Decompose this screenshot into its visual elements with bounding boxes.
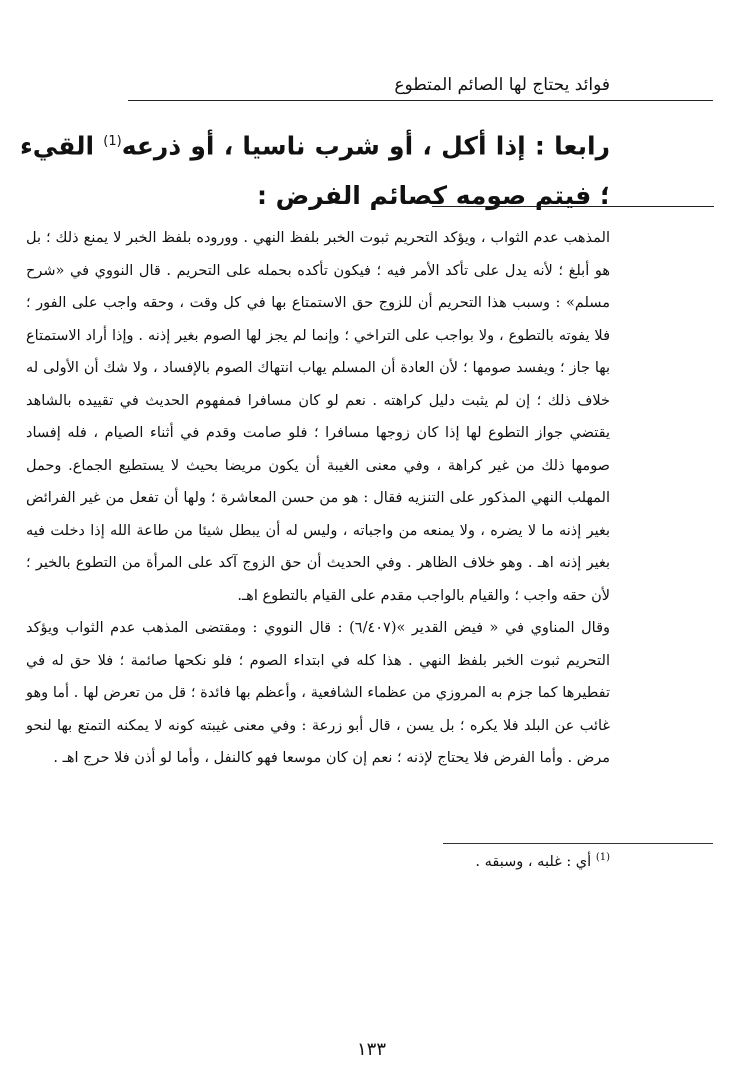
footnote-text: أي : غلبه ، وسبقه . bbox=[475, 853, 596, 870]
footnote-mark: (1) bbox=[595, 852, 610, 863]
page-number: ١٣٣ bbox=[356, 1039, 386, 1060]
footnote-rule bbox=[443, 843, 713, 844]
running-head-title: فوائد يحتاج لها الصائم المتطوع bbox=[394, 75, 610, 95]
body-text bbox=[26, 222, 610, 775]
heading-text-end: القيء ؛ فيتم صومه كصائم الفرض : bbox=[20, 131, 610, 211]
body-paragraph: المذهب عدم الثواب ، ويؤكد التحريم ثبوت الخبر بلفظ النهي . ووروده بلفظ الخبر لا يمنع ذلك ؛ بل هو أبلغ ؛ لأنه يدل على تأكد الأمر فيه ؛ فيكون تأكده بحمله على التحريم . قال النووي في «شرح مسلم» : وسبب هذا التحريم أن للزوج حق الاستمتاع بها في كل وقت ، وحقه واجب على الفور ؛ فلا يفوته بالتطوع ، ولا بواجب على التراخي ؛ وإنما لم يجز لها الصوم بغير إذنه . وإذا أراد الاستمتاع بها جاز ؛ ويفسد صومها ؛ لأن العادة أن المسلم يهاب انتهاك الصوم بالإفساد ، ولا شك أن الأولى له خلاف ذلك ؛ إن لم يثبت دليل كراهته . نعم لو كان مسافرا فمفهوم الحديث في تقييده بالشاهد يقتضي جواز التطوع لها إذا كان زوجها مسافرا ؛ فلو صامت وقدم في أثناء الصيام ، فله إفساد صومها ذلك من غير كراهة ، وفي معنى الغيبة أن يكون مريضا بحيث لا يستطيع الجماع. وحمل المهلب النهي المذكور على التنزيه فقال : هو من حسن المعاشرة ؛ ولها أن تفعل من غير الفرائض بغير إذنه ما لا يضره ، ولا يمنعه من واجباته ، وليس له أن يبطل شيئا من طاعة الله إذا دخلت فيه بغير إذنه اهـ . وهو خلاف الظاهر . وفي الحديث أن حق الزوج آكد على المرأة من التطوع بالخير ؛ لأن حقه واجب ؛ والقيام بالواجب مقدم على القيام بالتطوع اهـ. bbox=[26, 230, 610, 604]
footnote bbox=[30, 845, 610, 875]
heading-text-start: رابعا : إذا أكل ، أو شرب ناسيا ، أو ذرعه bbox=[121, 131, 610, 161]
header-rule bbox=[128, 100, 713, 101]
body-paragraph: وقال المناوي في « فيض القدير »(٦/٤٠٧) : قال النووي : ومقتضى المذهب عدم الثواب ويؤكد التحريم ثبوت الخبر بلفظ النهي . هذا كله في ابتداء الصوم ؛ فلو نكحها صائمة ؛ فلا حق له في تفطيرها كما جزم به المروزي من عظماء الشافعية ، وأعظم بها فائدة ؛ قل من تعرض لها . أما وهو غائب عن البلد فلا يكره ؛ بل يسن ، قال أبو زرعة : وفي معنى غيبته كونه لا يمكنه التمتع بها لنحو مرض . وأما الفرض فلا يحتاج لإذنه ؛ نعم إن كان موسعا فهو كالنفل ، وأما لو أذن فلا حرج اهـ . bbox=[26, 620, 611, 766]
heading-note-mark: (1) bbox=[103, 134, 122, 149]
section-rule bbox=[432, 206, 714, 207]
